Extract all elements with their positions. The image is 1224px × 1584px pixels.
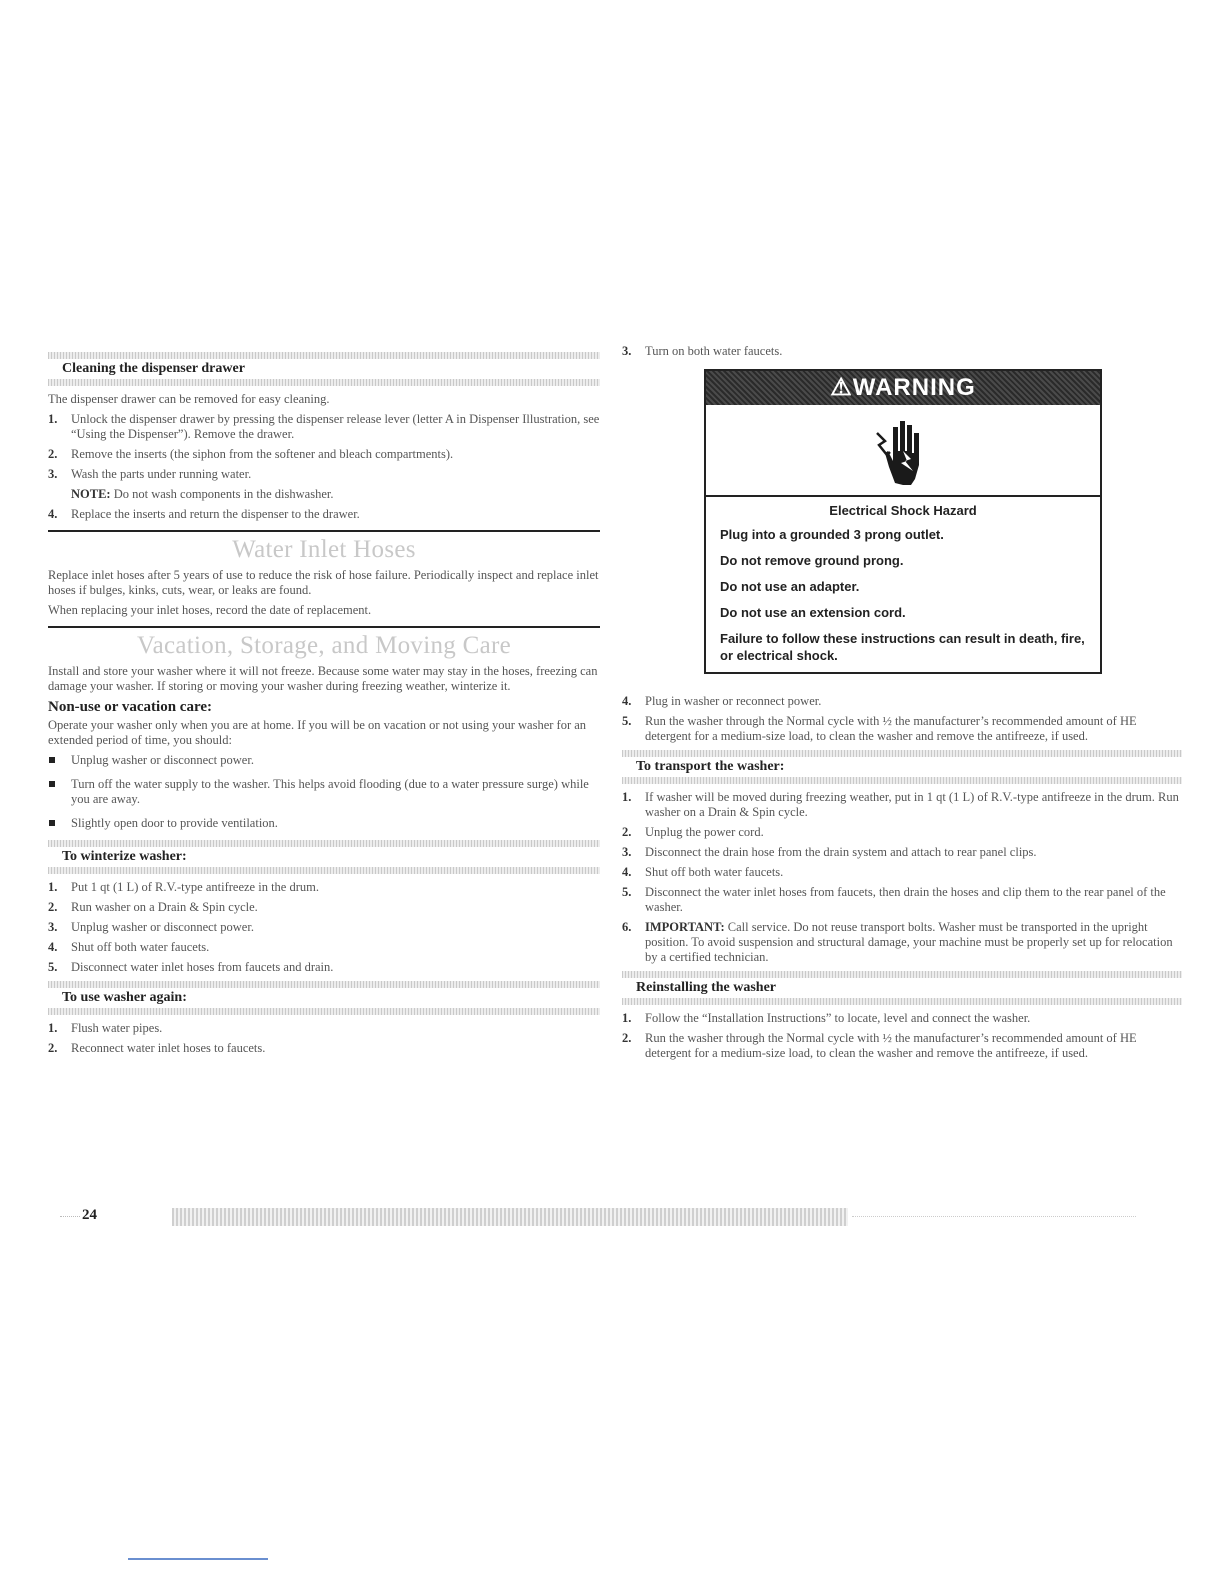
list-item: 5. Disconnect water inlet hoses from faucets and drain.: [48, 960, 334, 974]
list-item: 1. If washer will be moved during freezing weather, put in 1 qt (1 L) of R.V.-type antifreeze in the drum. Run washer on a Drain & Spin cycle.: [622, 790, 1179, 819]
bottom-link-underline: [128, 1558, 268, 1560]
section-divider: [48, 626, 600, 628]
winterize-steps: [48, 880, 600, 975]
footer-tail-line: [852, 1216, 1136, 1217]
winterize-heading: To winterize washer:: [62, 849, 187, 864]
winterize-heading-band: [48, 840, 600, 874]
after-warning-steps: [622, 694, 1182, 744]
cleaning-note: NOTE: Do not wash components in the dishwasher.: [71, 487, 334, 501]
cleaning-steps: [48, 412, 600, 482]
reinstall-heading: Reinstalling the washer: [636, 980, 776, 995]
left-column: [48, 352, 600, 1061]
list-item: Slightly open door to provide ventilation.: [48, 816, 600, 831]
list-item: 4. Shut off both water faucets.: [622, 865, 784, 879]
transport-steps: [622, 790, 1182, 965]
transport-heading: To transport the washer:: [636, 759, 785, 774]
list-item: 4. Replace the inserts and return the dispenser to the drawer.: [48, 507, 360, 521]
reinstall-heading-band: [622, 971, 1182, 1005]
hoses-paragraph-1: Replace inlet hoses after 5 years of use to reduce the risk of hose failure. Periodically inspect and replace inlet hoses if bulges, kinks, cuts, wear, or leaks are found.: [48, 568, 599, 597]
warning-triangle-icon: ⚠: [830, 374, 853, 401]
list-item: 6. IMPORTANT: Call service. Do not reuse transport bolts. Washer must be transported in the upright position. To avoid suspension and structural damage, your machine must be properly set up for relocation by a certified technician.: [622, 920, 1173, 964]
list-item: 3. Unplug washer or disconnect power.: [48, 920, 254, 934]
bullet-icon: [49, 781, 55, 787]
list-item: 1. Follow the “Installation Instructions” to locate, level and connect the washer.: [622, 1011, 1031, 1025]
list-item: 3. Turn on both water faucets.: [622, 344, 783, 358]
cleaning-steps-cont: [48, 507, 600, 522]
footer-leader: [60, 1216, 80, 1217]
section-divider: [48, 530, 600, 532]
page-number: 24: [82, 1207, 97, 1223]
list-item: Turn off the water supply to the washer. This helps avoid flooding (due to a water pressure surge) while you are away.: [48, 777, 600, 807]
warning-title: Electrical Shock Hazard: [829, 503, 977, 518]
list-item: 3. Wash the parts under running water.: [48, 467, 252, 481]
list-item: 2. Remove the inserts (the siphon from the softener and bleach compartments).: [48, 447, 454, 461]
step-3-list: [622, 344, 1182, 359]
warning-banner: [706, 371, 1100, 405]
hoses-title: Water Inlet Hoses: [232, 536, 416, 563]
use-again-steps: [48, 1021, 600, 1056]
bullet-icon: [49, 757, 55, 763]
warning-line: Failure to follow these instructions can result in death, fire, or electrical shock.: [720, 631, 1085, 663]
warning-line: Do not remove ground prong.: [720, 553, 904, 568]
vacation-title: Vacation, Storage, and Moving Care: [137, 632, 511, 659]
warning-line: Do not use an extension cord.: [720, 605, 906, 620]
list-item: 1. Unlock the dispenser drawer by pressing the dispenser release lever (letter A in Dispenser Illustration, see “Using the Dispenser”). Remove the drawer.: [48, 412, 600, 441]
list-item: Unplug washer or disconnect power.: [48, 753, 600, 768]
list-item: 1. Put 1 qt (1 L) of R.V.-type antifreeze in the drum.: [48, 880, 319, 894]
list-item: 5. Run the washer through the Normal cycle with ½ the manufacturer’s recommended amount of HE detergent for a medium-size load, to clean the washer and remove the antifreeze, if used.: [622, 714, 1137, 743]
list-item: 1. Flush water pipes.: [48, 1021, 163, 1035]
list-item: 4. Shut off both water faucets.: [48, 940, 210, 954]
reinstall-steps: [622, 1011, 1182, 1061]
list-item: 4. Plug in washer or reconnect power.: [622, 694, 822, 708]
page-footer: [60, 1204, 1140, 1228]
list-item: 2. Run the washer through the Normal cycle with ½ the manufacturer’s recommended amount of HE detergent for a medium-size load, to clean the washer and remove the antifreeze, if used.: [622, 1031, 1137, 1060]
transport-heading-band: [622, 750, 1182, 784]
use-again-heading-band: [48, 981, 600, 1015]
list-item: 5. Disconnect the water inlet hoses from faucets, then drain the hoses and clip them to the rear panel of the washer.: [622, 885, 1166, 914]
bullet-icon: [49, 820, 55, 826]
warning-line: Do not use an adapter.: [720, 579, 860, 594]
list-item: 2. Unplug the power cord.: [622, 825, 764, 839]
nonuse-heading: Non-use or vacation care:: [48, 699, 213, 715]
list-item: 2. Run washer on a Drain & Spin cycle.: [48, 900, 258, 914]
hoses-paragraph-2: When replacing your inlet hoses, record the date of replacement.: [48, 603, 372, 617]
cleaning-intro: The dispenser drawer can be removed for easy cleaning.: [48, 392, 330, 406]
nonuse-intro: Operate your washer only when you are at home. If you will be on vacation or not using your washer for an extended period of time, you should:: [48, 718, 587, 747]
right-column: [622, 344, 1182, 1066]
warning-line: Plug into a grounded 3 prong outlet.: [720, 527, 944, 542]
list-item: 3. Disconnect the drain hose from the drain system and attach to rear panel clips.: [622, 845, 1037, 859]
list-item: 2. Reconnect water inlet hoses to faucets.: [48, 1041, 266, 1055]
electrical-shock-hand-icon: [706, 405, 1100, 497]
cleaning-heading: Cleaning the dispenser drawer: [62, 361, 245, 376]
nonuse-bullets: [48, 753, 600, 831]
use-again-heading: To use washer again:: [62, 990, 187, 1005]
warning-box: [704, 369, 1102, 674]
footer-bar: [172, 1208, 848, 1226]
vacation-intro: Install and store your washer where it will not freeze. Because some water may stay in the hoses, freezing can damage your washer. If storing or moving your washer during freezing weather, winterize it.: [48, 664, 598, 693]
warning-banner-text: WARNING: [852, 374, 976, 401]
cleaning-heading-band: [48, 352, 600, 386]
